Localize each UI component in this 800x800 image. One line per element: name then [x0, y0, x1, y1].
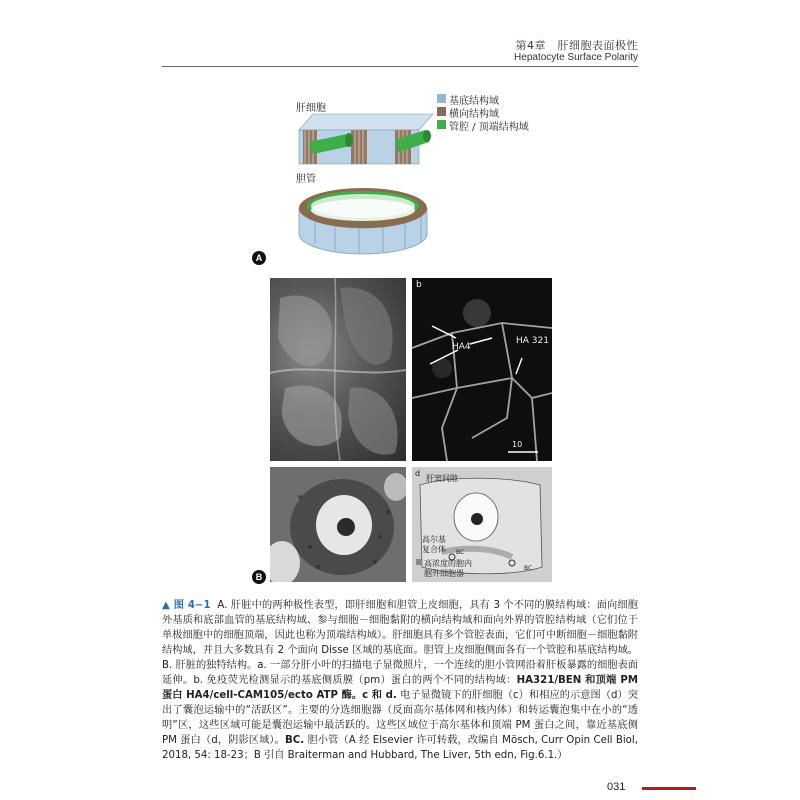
header-rule — [162, 66, 638, 67]
panel-b-label: b — [416, 280, 422, 290]
panel-badge-a: A — [252, 251, 266, 265]
label-vesicle-line1: 高浓度的胞内 — [424, 559, 472, 568]
footer-accent-bar — [642, 787, 696, 790]
label-ha321: HA 321 — [516, 336, 549, 346]
legend-swatch-basal — [437, 94, 446, 103]
label-golgi-line1: 高尔基 — [422, 535, 446, 544]
micrograph-a — [270, 278, 406, 461]
caption-text-part3: 胆小管（A 经 Elsevier 许可转载，改编自 Mösch, Curr Opin Cell Biol, 2018, 54: 18-23；B 引自 Braiterman and Hubbard, The Liver, 5th edn, Fig.6.1.） — [162, 735, 638, 761]
label-vesicle-line2: 胞外细胞器 — [424, 569, 464, 578]
label-bile-duct: 胆管 — [296, 174, 316, 185]
label-golgi-line2: 复合体 — [422, 545, 446, 554]
schematic-d — [412, 467, 552, 582]
caption-bold-part2: BC. — [284, 735, 305, 746]
micrograph-c — [270, 467, 406, 582]
label-hepatocyte: 肝细胞 — [296, 103, 326, 114]
caption-text-part1: A. 肝脏中的两种极性表型，即肝细胞和胆管上皮细胞，具有 3 个不同的膜结构域：面向细胞外基质和底部血管的基底结构域、参与细胞－细胞黏附的横向结构域和面向外界的管腔结构域（它们位于单极细胞中的细胞顶端，因此也称为顶端结构域）。肝细胞具有多个管腔表面，它们可中断细胞－细胞黏附结构域，并且大多数具有 2 个面向 Disse 区域的基底面。胆管上皮细胞侧面各有一个管腔和基底结构域。B. 肝脏的独特结构。a. 一部分肝小叶的扫描电子显微照片，一个连续的胆小管网沿着肝板暴露的细胞表面延伸。b. 免疫荧光检测显示的基底侧质膜（pm）蛋白的两个不同的结构域： — [162, 600, 638, 686]
label-ha4: HA4 — [452, 342, 471, 352]
legend-swatch-apical — [437, 120, 446, 129]
panel-d-label: d — [415, 469, 421, 478]
bile-duct-diagram — [293, 180, 433, 260]
hepatocyte-diagram — [295, 110, 435, 170]
legend-label-apical: 管腔 / 顶端结构域 — [449, 122, 529, 133]
label-bc-1: BC — [456, 549, 465, 556]
label-golgi — [422, 535, 446, 555]
chapter-title-en: Hepatocyte Surface Polarity — [514, 52, 638, 63]
page-number: 031 — [607, 781, 626, 793]
label-sinusoid-space: 肝窦间隙 — [426, 474, 458, 483]
figure-caption — [162, 598, 638, 763]
label-vesicle — [424, 559, 472, 579]
panel-badge-b: B — [252, 570, 266, 584]
caption-text-part2: 电子显微镜下的肝细胞（c）和相应的示意图（d）突出了囊泡运输中的“活跃区”。主要的分选细胞器（反面高尔基体网和核内体）和转运囊泡集中在小的“透明”区，这些区域可能是囊泡运输中最活跃的。这些区域位于高尔基体和顶端 PM 蛋白之间，靠近基底侧 PM 蛋白（d，阴影区域）。 — [162, 690, 639, 746]
legend-label-lateral: 横向结构域 — [449, 109, 499, 120]
chapter-title-cn: 第4章 肝细胞表面极性 — [515, 39, 638, 52]
scale-bar-label: 10 — [512, 440, 523, 449]
legend-swatch-lateral — [437, 107, 446, 116]
caption-bold-part1: HA321/BEN 和顶端 PM 蛋白 HA4/cell-CAM105/ecto ATP 酶。c 和 d. — [162, 675, 638, 701]
micrograph-b — [412, 278, 552, 461]
figure-label: ▲ 图 4−1 — [162, 600, 211, 611]
legend-label-basal: 基底结构域 — [449, 96, 499, 107]
legend — [437, 92, 547, 132]
label-bc-2: BC — [524, 565, 533, 572]
